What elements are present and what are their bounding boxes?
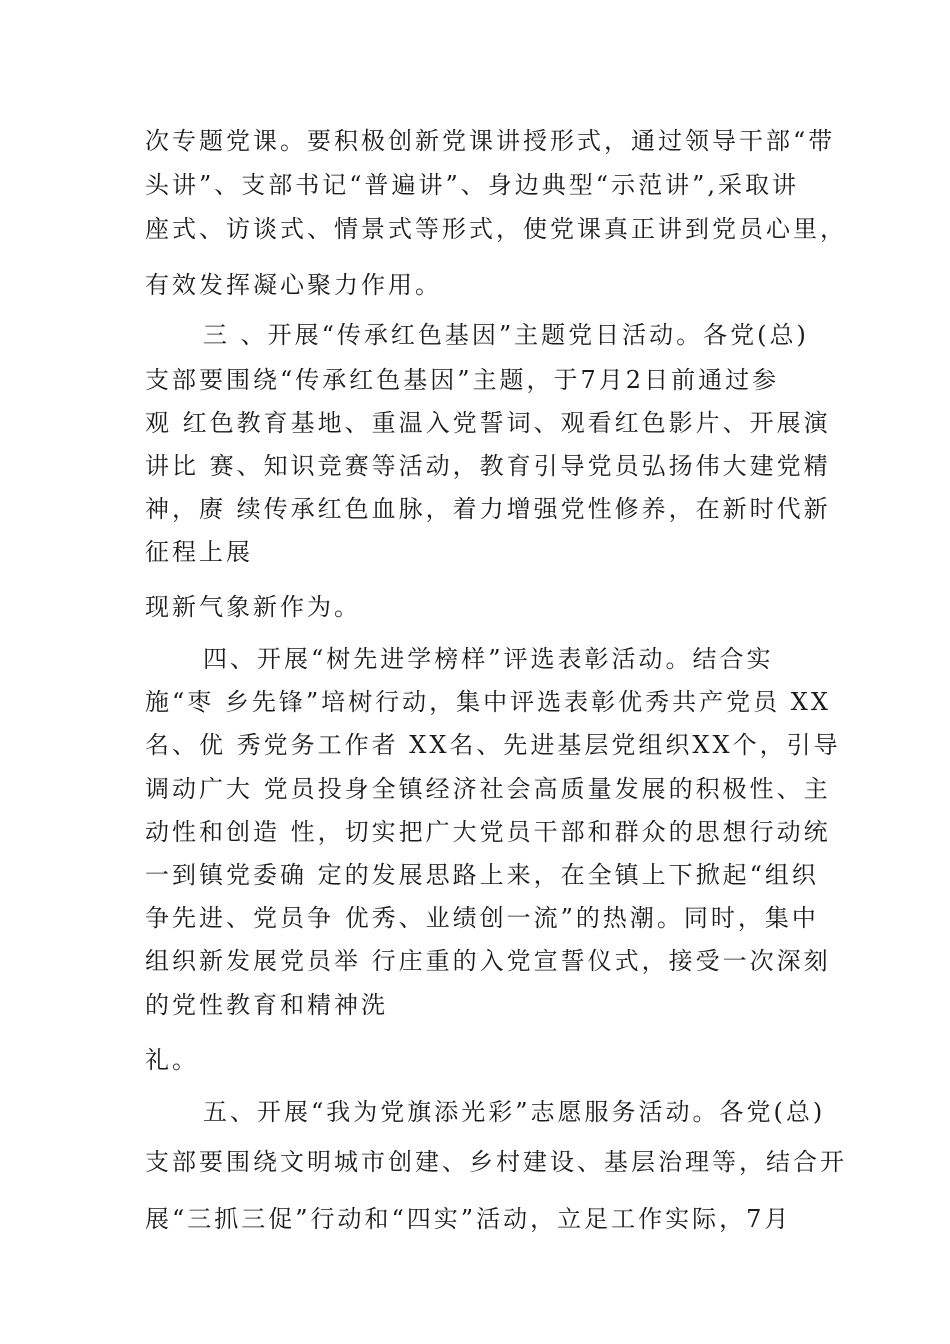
text-line: 展“三抓三促”行动和“四实”活动，立足工作实际，7月 [145,1205,792,1233]
text-line: 礼。 [145,1046,199,1074]
text-line: 一到镇党委确 定的发展思路上来，在全镇上下掀起“组织 [145,861,819,889]
paragraph-heading-4: 四、开展“树先进学榜样”评选表彰活动。结合实 [203,645,774,673]
text-line: 争先进、党员争 优秀、业绩创一流”的热潮。同时，集中 [145,904,819,932]
text-line: 头讲”、支部书记“普遍讲”、身边典型“示范讲”,采取讲 [145,171,799,199]
text-line: 神，赓 续传承红色血脉，着力增强党性修养，在新时代新 [145,495,831,523]
text-line: 现新气象新作为。 [145,593,361,621]
text-line: 支部要围绕“传承红色基因”主题，于7月2日前通过参 [145,366,780,394]
text-line: 征程上展 [145,538,253,566]
text-line: 调动广大 党员投身全镇经济社会高质量发展的积极性、主 [145,775,831,803]
text-line: 动性和创造 性，切实把广大党员干部和群众的思想行动统 [145,818,831,846]
text-line: 有效发挥凝心聚力作用。 [145,271,442,299]
text-line: 施“枣 乡先锋”培树行动，集中评选表彰优秀共产党员 XX [145,688,831,716]
text-line: 次专题党课。要积极创新党课讲授形式，通过领导干部“带 [145,127,836,155]
text-line: 讲比 赛、知识竞赛等活动，教育引导党员弘扬伟大建党精 [145,452,831,480]
text-line: 的党性教育和精神洗 [145,991,388,1019]
text-line: 组织新发展党员举 行庄重的入党宣誓仪式，接受一次深刻 [145,947,831,975]
text-line: 座式、访谈式、情景式等形式，使党课真正讲到党员心里， [145,215,847,243]
text-line: 观 红色教育基地、重温入党誓词、观看红色影片、开展演 [145,409,831,437]
paragraph-heading-5: 五、开展“我为党旗添光彩”志愿服务活动。各党(总) [203,1098,826,1126]
text-line: 支部要围绕文明城市创建、乡村建设、基层治理等，结合开 [145,1148,847,1176]
paragraph-heading-3: 三 、开展“传承红色基因”主题党日活动。各党(总) [203,321,809,349]
text-line: 名、优 秀党务工作者 XX名、先进基层党组织XX个，引导 [145,731,841,759]
